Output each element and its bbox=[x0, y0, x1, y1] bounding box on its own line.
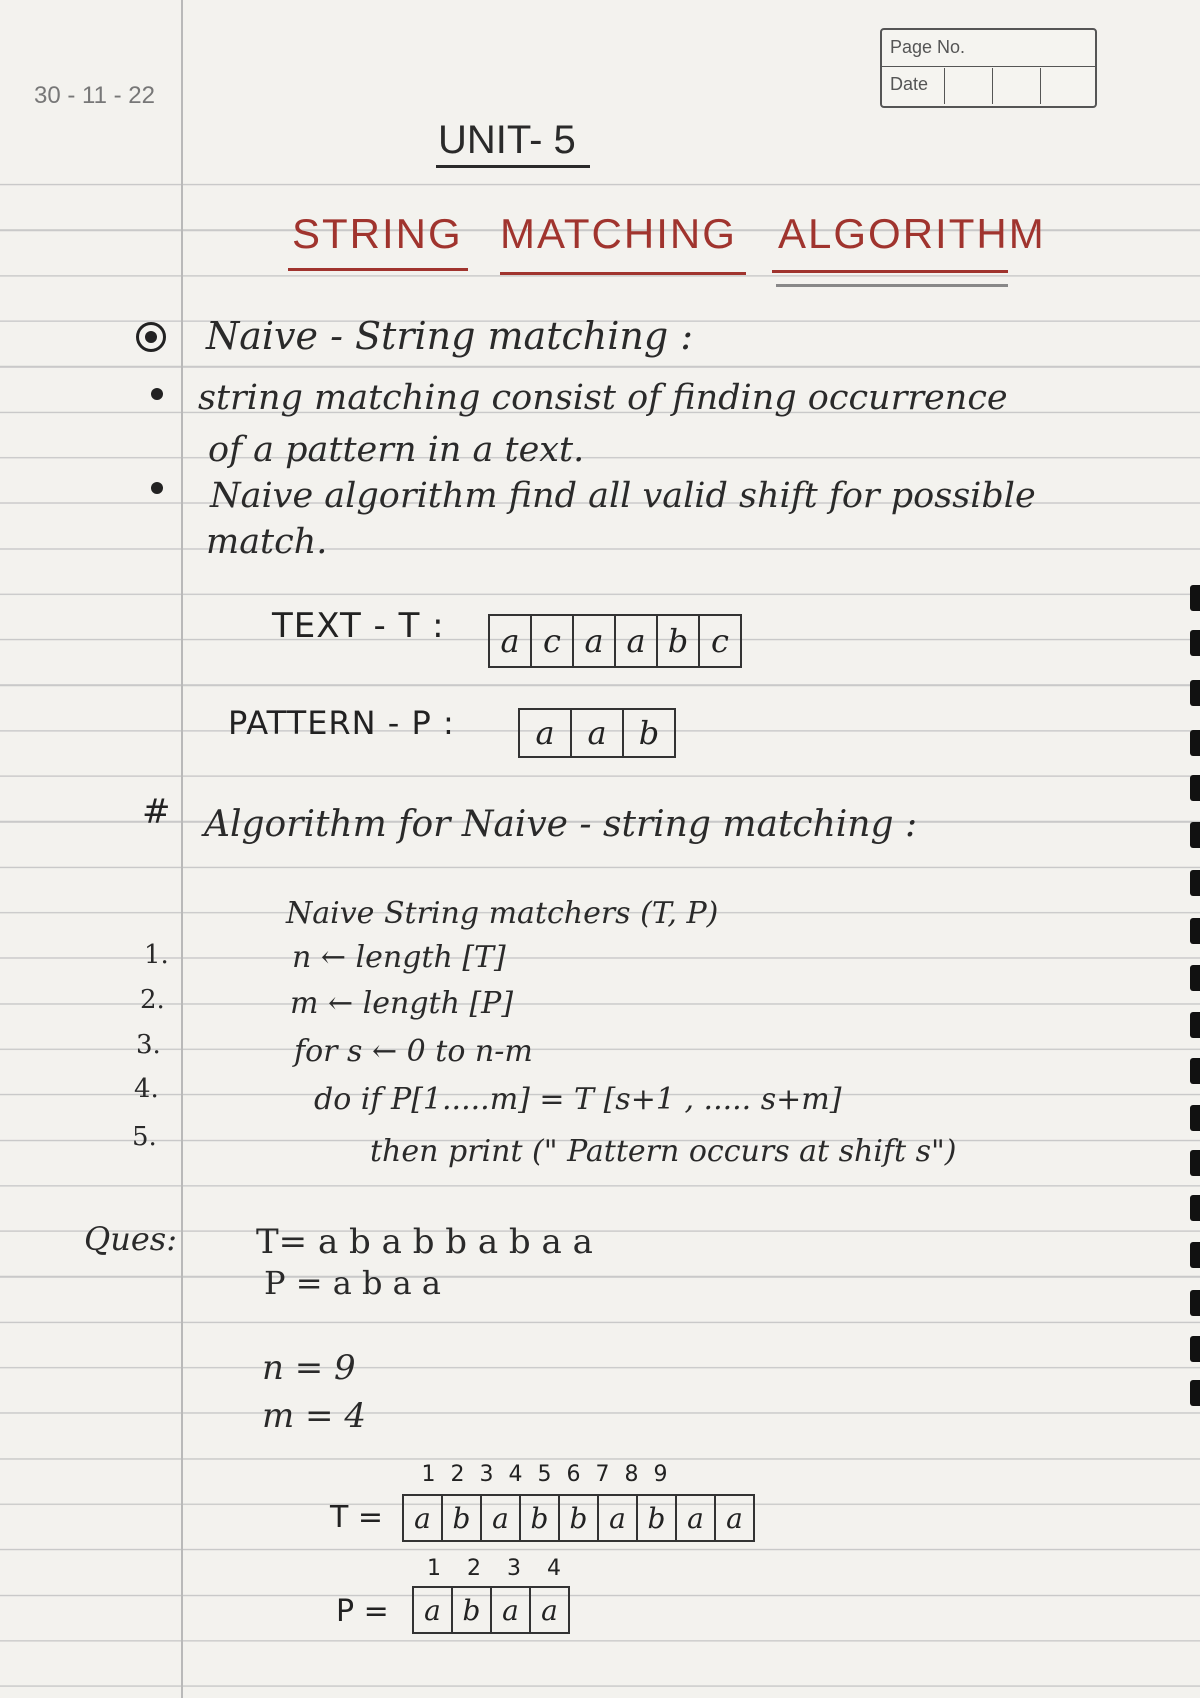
date-cell bbox=[944, 68, 993, 104]
title-underline bbox=[500, 272, 746, 275]
binding-hole bbox=[1190, 965, 1200, 991]
question-pattern-line: P = a b a a bbox=[264, 1264, 441, 1302]
char-cell: b bbox=[453, 1588, 492, 1632]
algorithm-heading: Algorithm for Naive - string matching : bbox=[204, 804, 918, 845]
bullet-text-line: match. bbox=[206, 522, 328, 562]
t-array-boxes bbox=[402, 1494, 755, 1542]
bullet-dot-icon bbox=[151, 388, 163, 400]
index-label: 9 bbox=[653, 1462, 668, 1487]
binding-hole bbox=[1190, 1242, 1200, 1268]
binding-hole bbox=[1190, 680, 1200, 706]
title-underline bbox=[772, 270, 1008, 273]
index-label: 7 bbox=[595, 1462, 610, 1487]
m-value: m = 4 bbox=[262, 1396, 366, 1436]
p-index-row bbox=[414, 1556, 574, 1581]
handwritten-date: 30 - 11 - 22 bbox=[34, 82, 155, 109]
t-array-label: T = bbox=[330, 1500, 383, 1535]
main-title-word-3: ALGORITHM bbox=[778, 210, 1046, 257]
main-title-word-1: STRING bbox=[292, 210, 463, 257]
algorithm-step: then print (" Pattern occurs at shift s") bbox=[370, 1134, 957, 1169]
binding-hole bbox=[1190, 630, 1200, 656]
algorithm-step: m ← length [P] bbox=[290, 986, 514, 1021]
binding-hole bbox=[1190, 870, 1200, 896]
binding-hole bbox=[1190, 1290, 1200, 1316]
question-label: Ques: bbox=[84, 1220, 177, 1258]
index-label: 1 bbox=[427, 1556, 441, 1581]
char-cell: a bbox=[541, 1593, 558, 1627]
unit-title: UNIT- 5 bbox=[438, 118, 576, 162]
binding-hole bbox=[1190, 585, 1200, 611]
index-label: 4 bbox=[547, 1556, 561, 1581]
page-number-date-box bbox=[880, 28, 1097, 108]
char-cell: a bbox=[490, 616, 532, 666]
char-cell: c bbox=[532, 616, 574, 666]
char-cell: a bbox=[492, 1588, 531, 1632]
char-cell: a bbox=[414, 1588, 453, 1632]
char-cell: b bbox=[521, 1496, 560, 1540]
binding-hole bbox=[1190, 1012, 1200, 1038]
binding-hole bbox=[1190, 1380, 1200, 1406]
char-cell: b bbox=[638, 1496, 677, 1540]
char-cell: b bbox=[443, 1496, 482, 1540]
binding-hole bbox=[1190, 1058, 1200, 1084]
binding-hole bbox=[1190, 1150, 1200, 1176]
char-cell: b bbox=[638, 714, 660, 752]
title-underline bbox=[288, 268, 468, 271]
index-label: 3 bbox=[479, 1462, 494, 1487]
step-number: 1. bbox=[144, 940, 169, 970]
section-bullet-icon bbox=[136, 322, 166, 352]
bullet-text-line: string matching consist of finding occurrence bbox=[198, 378, 1008, 418]
p-array-label: P = bbox=[336, 1594, 389, 1629]
question-text-line: T= a b a b b a b a a bbox=[256, 1222, 593, 1262]
binding-hole bbox=[1190, 1105, 1200, 1131]
index-label: 6 bbox=[566, 1462, 581, 1487]
index-label: 1 bbox=[421, 1462, 436, 1487]
hash-marker: # bbox=[142, 792, 171, 832]
index-label: 3 bbox=[507, 1556, 521, 1581]
n-value: n = 9 bbox=[262, 1348, 356, 1388]
binding-hole bbox=[1190, 1195, 1200, 1221]
char-cell: a bbox=[482, 1496, 521, 1540]
step-number: 5. bbox=[132, 1122, 157, 1152]
page-number-row bbox=[882, 30, 1095, 67]
binding-hole bbox=[1190, 918, 1200, 944]
algorithm-step: n ← length [T] bbox=[292, 940, 506, 975]
binding-hole bbox=[1190, 1336, 1200, 1362]
char-cell: a bbox=[572, 710, 624, 756]
char-cell: a bbox=[404, 1496, 443, 1540]
bullet-text-line: Naive algorithm find all valid shift for possible bbox=[210, 476, 1036, 516]
title-underline bbox=[776, 284, 1008, 287]
text-t-boxes bbox=[488, 614, 742, 668]
char-cell: c bbox=[711, 622, 729, 660]
step-number: 3. bbox=[136, 1030, 161, 1060]
date-cell bbox=[1040, 68, 1089, 104]
index-label: 4 bbox=[508, 1462, 523, 1487]
main-title-word-2: MATCHING bbox=[500, 210, 737, 257]
bullet-text-line: of a pattern in a text. bbox=[208, 430, 585, 470]
section-heading-naive: Naive - String matching : bbox=[206, 314, 694, 358]
page-number-label: Page No. bbox=[890, 37, 966, 57]
algorithm-step: for s ← 0 to n-m bbox=[294, 1034, 533, 1069]
unit-title-underline bbox=[436, 165, 590, 168]
binding-hole bbox=[1190, 730, 1200, 756]
date-cell bbox=[992, 68, 1041, 104]
date-label: Date bbox=[890, 74, 929, 94]
bullet-dot-icon bbox=[151, 482, 163, 494]
text-t-label: TEXT - T : bbox=[272, 606, 445, 646]
char-cell: a bbox=[616, 616, 658, 666]
binding-hole bbox=[1190, 775, 1200, 801]
algorithm-step: do if P[1.....m] = T [s+1 , ..... s+m] bbox=[314, 1082, 842, 1117]
binding-hole bbox=[1190, 822, 1200, 848]
index-label: 5 bbox=[537, 1462, 552, 1487]
p-array-boxes bbox=[412, 1586, 570, 1634]
index-label: 2 bbox=[467, 1556, 481, 1581]
char-cell: b bbox=[560, 1496, 599, 1540]
step-number: 4. bbox=[134, 1074, 159, 1104]
char-cell: a bbox=[574, 616, 616, 666]
char-cell: b bbox=[658, 616, 700, 666]
char-cell: a bbox=[520, 710, 572, 756]
char-cell: a bbox=[599, 1496, 638, 1540]
pattern-p-boxes bbox=[518, 708, 676, 758]
index-label: 2 bbox=[450, 1462, 465, 1487]
algorithm-signature: Naive String matchers (T, P) bbox=[286, 896, 719, 931]
char-cell: a bbox=[726, 1501, 743, 1535]
char-cell: a bbox=[677, 1496, 716, 1540]
t-index-row bbox=[414, 1462, 675, 1487]
pattern-p-label: PATTERN - P : bbox=[228, 704, 455, 742]
index-label: 8 bbox=[624, 1462, 639, 1487]
margin-rule bbox=[181, 0, 183, 1698]
step-number: 2. bbox=[140, 985, 165, 1015]
